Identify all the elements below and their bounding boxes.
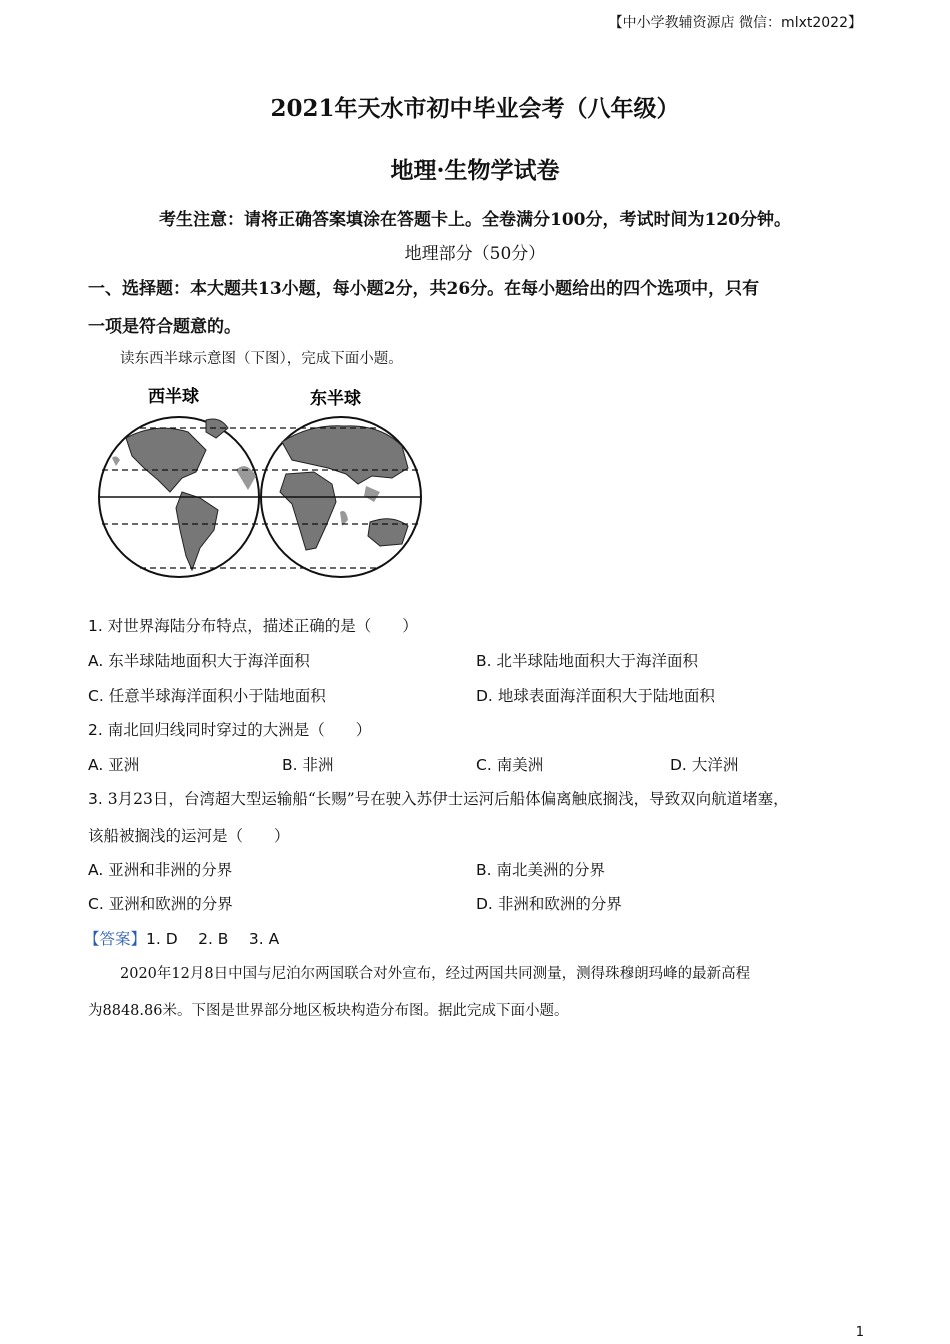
q3-option-d-text: 非洲和欧洲的分界 [497,895,622,913]
answer-tag: 【答案】 [84,930,147,948]
q2-option-b-letter: B. [282,756,298,774]
q2-option-a [88,753,139,775]
question-3-number: 3. [88,790,103,808]
question-2-number: 2. [88,721,103,739]
q1-option-c-letter: C. [88,687,104,705]
section-heading-line2: 一项是符合题意的。 [88,317,241,337]
east-hemisphere-label: 东半球 [310,389,361,409]
q1-option-a-letter: A. [88,652,104,670]
q3-option-a [88,858,232,880]
answer-line [84,927,279,949]
q3-option-a-text: 亚洲和非洲的分界 [108,861,233,879]
q1-option-c [88,684,326,706]
question-1 [88,614,418,636]
exam-notice: 考生注意：请将正确答案填涂在答题卡上。全卷满分100分，考试时间为120分钟。 [159,210,791,230]
part-title: 地理部分（50分） [404,244,546,264]
question-2 [88,718,371,740]
q2-option-b-text: 非洲 [302,756,334,774]
exam-title: 2021年天水市初中毕业会考（八年级） [270,95,680,122]
q3-option-b-text: 南北美洲的分界 [496,861,606,879]
section-heading-line1: 一、选择题：本大题共13小题，每小题2分，共26分。在每小题给出的四个选项中，只有 [88,279,760,299]
lead-text-1: 读东西半球示意图（下图），完成下面小题。 [120,351,403,367]
q2-option-d-letter: D. [670,756,687,774]
answer-text: 1. D 2. B 3. A [146,930,280,948]
q2-option-c [476,753,543,775]
q3-option-c [88,892,233,914]
lead-text-2-line1: 2020年12月8日中国与尼泊尔两国联合对外宣布，经过两国共同测量，测得珠穆朗玛峰的最新高程 [120,966,751,982]
q1-option-b-text: 北半球陆地面积大于海洋面积 [496,652,699,670]
q1-option-b [476,649,698,671]
q3-option-b-letter: B. [476,861,492,879]
q1-option-a-text: 东半球陆地面积大于海洋面积 [108,652,310,670]
lead-text-2-line2: 为8848.86米。下图是世界部分地区板块构造分布图。据此完成下面小题。 [88,1003,569,1019]
q3-option-c-text: 亚洲和欧洲的分界 [108,895,233,913]
q3-option-b [476,858,605,880]
q2-option-d [670,753,738,775]
q2-option-c-letter: C. [476,756,492,774]
exam-subtitle: 地理·生物学试卷 [390,157,560,184]
question-3-stem-line2: 该船被搁浅的运河是（ ） [88,827,290,845]
question-3-stem-line1: 3月23日，台湾超大型运输船“长赐”号在驶入苏伊士运河后船体偏离触底搁浅，导致双向航道堵塞， [107,790,789,808]
q2-option-b [282,753,334,775]
header-note: 【中小学教辅资源店 微信：mlxt2022】 [608,15,862,31]
q3-option-d-letter: D. [476,895,493,913]
q1-option-b-letter: B. [476,652,492,670]
q3-option-c-letter: C. [88,895,104,913]
hemispheres-map [96,380,426,585]
west-hemisphere-label: 西半球 [148,387,199,407]
question-2-stem: 南北回归线同时穿过的大洲是（ ） [107,721,372,739]
question-1-number: 1. [88,617,103,635]
q1-option-d-letter: D. [476,687,493,705]
page-number: 1 [855,1325,864,1340]
hemispheres-figure [96,380,426,585]
q1-option-d-text: 地球表面海洋面积大于陆地面积 [497,687,715,705]
question-1-stem: 对世界海陆分布特点，描述正确的是（ ） [107,617,418,635]
q2-option-a-letter: A. [88,756,104,774]
q1-option-c-text: 任意半球海洋面积小于陆地面积 [108,687,326,705]
q3-option-d [476,892,622,914]
q3-option-a-letter: A. [88,861,104,879]
q1-option-a [88,649,310,671]
q2-option-a-text: 亚洲 [108,756,140,774]
question-3 [88,787,868,809]
q1-option-d [476,684,715,706]
q2-option-d-text: 大洋洲 [691,756,739,774]
q2-option-c-text: 南美洲 [496,756,544,774]
